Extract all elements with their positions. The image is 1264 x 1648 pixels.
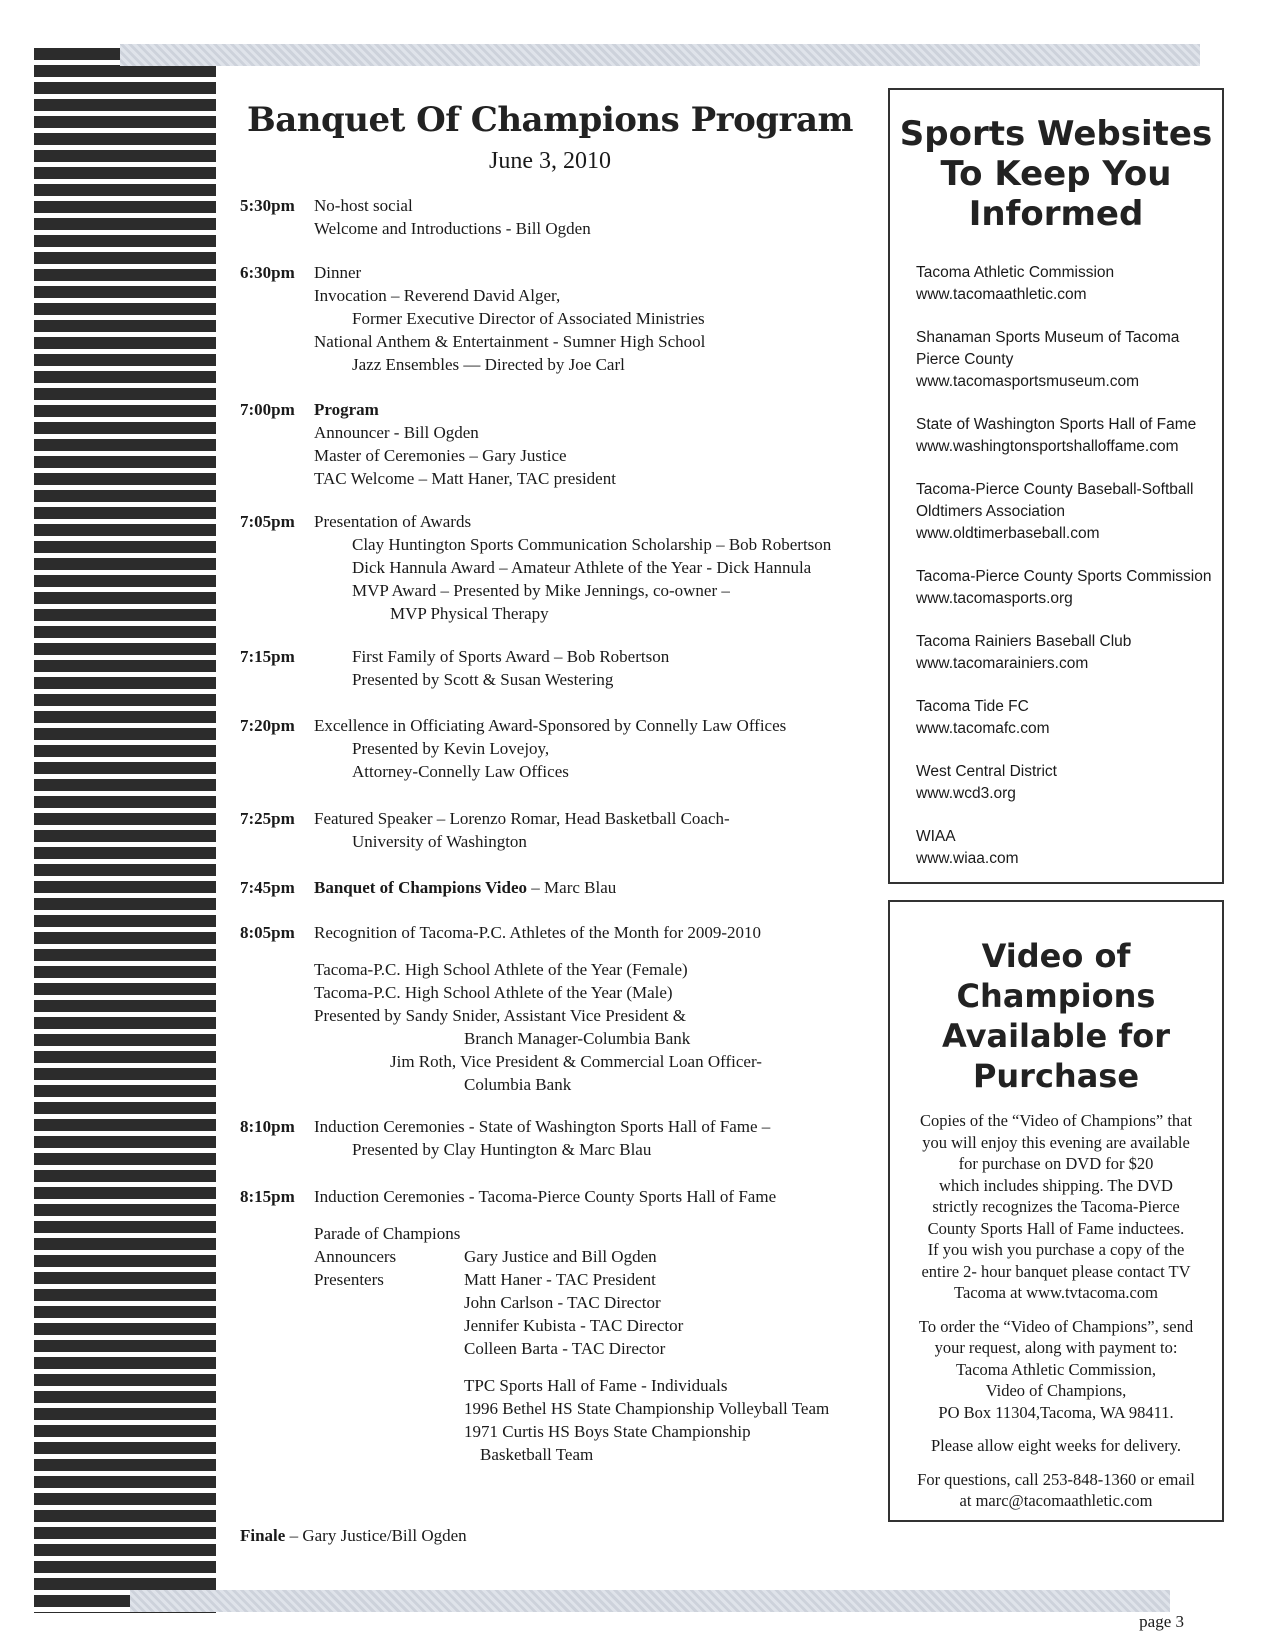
sports-websites-box — [888, 88, 1224, 884]
websites-list — [916, 262, 1222, 870]
finale-names: – Gary Justice/Bill Ogden — [285, 1526, 467, 1545]
entry-time: 8:05pm — [240, 923, 295, 942]
website-name: West Central District — [916, 763, 1057, 780]
video-text-line: Video of Champions, — [985, 1381, 1127, 1400]
entry-line: Program — [314, 400, 379, 419]
entry-line: Invocation – Reverend David Alger, — [314, 286, 561, 305]
entry-line: Induction Ceremonies - Tacoma-Pierce County Sports Hall of Fame — [314, 1187, 777, 1206]
video-description — [904, 1110, 1208, 1512]
bottom-decorative-band — [130, 1590, 1170, 1612]
video-text-line: PO Box 11304,Tacoma, WA 98411. — [938, 1402, 1174, 1422]
website-name: Tacoma Rainiers Baseball Club — [916, 633, 1132, 650]
entry-time: 7:45pm — [240, 878, 295, 897]
video-text-line: For questions, call 253-848-1360 or email — [917, 1469, 1195, 1489]
entry-line: Master of Ceremonies – Gary Justice — [314, 446, 567, 465]
website-entry — [916, 327, 1222, 393]
video-text-line: Copies of the “Video of Champions” that — [919, 1111, 1193, 1130]
video-paragraph-contact — [904, 1469, 1208, 1512]
entry-line: MVP Award – Presented by Mike Jennings, co-owner – — [352, 581, 730, 600]
entry-line: Presented by Sandy Snider, Assistant Vice President & — [314, 1006, 686, 1025]
entry-line: Presented by Kevin Lovejoy, — [352, 739, 550, 758]
entry-line: Announcer - Bill Ogden — [314, 423, 479, 442]
video-text-line: for purchase on DVD for $20 — [958, 1154, 1154, 1173]
website-url: www.tacomasportsmuseum.com — [916, 373, 1140, 390]
entry-line: Recognition of Tacoma-P.C. Athletes of the Month for 2009-2010 — [314, 923, 762, 942]
entry-line: Excellence in Officiating Award-Sponsored by Connelly Law Offices — [314, 716, 787, 735]
website-url: www.tacomafc.com — [916, 720, 1050, 737]
presenter-name: Colleen Barta - TAC Director — [464, 1339, 666, 1358]
entry-time: 6:30pm — [240, 263, 295, 282]
video-text-line: at marc@tacomaathletic.com — [959, 1491, 1153, 1510]
website-name: Tacoma-Pierce County Baseball-Softball — [916, 481, 1194, 498]
website-name: Oldtimers Association — [916, 503, 1066, 520]
video-text-line: Tacoma Athletic Commission, — [955, 1359, 1157, 1379]
entry-line: Featured Speaker – Lorenzo Romar, Head Basketball Coach- — [314, 809, 730, 828]
finale-label: Finale — [240, 1526, 286, 1545]
video-text-line: If you wish you purchase a copy of the — [927, 1240, 1185, 1259]
inductee-line: Basketball Team — [480, 1445, 594, 1464]
video-paragraph-pricing — [904, 1110, 1208, 1304]
entry-line: Branch Manager-Columbia Bank — [464, 1029, 691, 1048]
video-title-line: Video of — [981, 937, 1131, 975]
entry-line: Presented by Clay Huntington & Marc Blau — [352, 1140, 652, 1159]
page-number: page 3 — [1139, 1612, 1184, 1631]
website-url: www.wiaa.com — [916, 850, 1019, 867]
video-text-line: you will enjoy this evening are available — [922, 1132, 1190, 1152]
video-text-line: your request, along with payment to: — [934, 1338, 1178, 1357]
entry-line: Clay Huntington Sports Communication Scholarship – Bob Robertson — [352, 535, 832, 554]
inductee-line: 1996 Bethel HS State Championship Volleyball Team — [464, 1399, 830, 1418]
entry-line: Attorney-Connelly Law Offices — [352, 762, 569, 781]
finale-line — [240, 1526, 467, 1546]
website-entry — [916, 761, 1222, 805]
entry-line: Welcome and Introductions - Bill Ogden — [314, 219, 591, 238]
presenter-name: Jennifer Kubista - TAC Director — [464, 1316, 684, 1335]
video-title-line: Purchase — [972, 1057, 1140, 1095]
video-text-line: County Sports Hall of Fame inductees. — [927, 1218, 1185, 1238]
website-name: State of Washington Sports Hall of Fame — [916, 416, 1197, 433]
entry-time: 8:10pm — [240, 1117, 295, 1136]
websites-title-line: Sports Websites — [899, 114, 1213, 154]
website-entry — [916, 631, 1222, 675]
website-entry — [916, 566, 1222, 610]
entry-line: Jazz Ensembles — Directed by Joe Carl — [352, 355, 625, 374]
website-name: Tacoma Tide FC — [916, 698, 1029, 715]
video-title-line: Available for — [941, 1017, 1170, 1055]
entry-time: 7:20pm — [240, 716, 295, 735]
entry-line: First Family of Sports Award – Bob Robertson — [352, 647, 670, 666]
website-entry — [916, 696, 1222, 740]
presenter-name: John Carlson - TAC Director — [464, 1293, 661, 1312]
websites-title-line: Informed — [968, 194, 1144, 234]
top-decorative-band — [120, 44, 1200, 66]
entry-line: Presentation of Awards — [314, 512, 472, 531]
websites-box-title — [890, 114, 1222, 234]
entry-line: Dinner — [314, 263, 362, 282]
program-date: June 3, 2010 — [489, 148, 611, 174]
presenters-label: Presenters — [314, 1270, 384, 1289]
video-paragraph-ordering — [904, 1316, 1208, 1424]
website-entry — [916, 262, 1222, 306]
announcers-label: Announcers — [314, 1247, 397, 1266]
entry-line: TAC Welcome – Matt Haner, TAC president — [314, 469, 616, 488]
video-text-line: Tacoma at www.tvtacoma.com — [954, 1283, 1158, 1302]
video-paragraph-delivery: Please allow eight weeks for delivery. — [930, 1436, 1181, 1455]
parade-heading: Parade of Champions — [314, 1224, 461, 1243]
website-entry — [916, 479, 1222, 545]
entry-line: No-host social — [314, 196, 413, 215]
entry-line: Jim Roth, Vice President & Commercial Loan Officer- — [390, 1052, 762, 1071]
announcers-names: Gary Justice and Bill Ogden — [464, 1247, 657, 1266]
website-entry — [916, 826, 1222, 870]
website-url: www.tacomaathletic.com — [916, 286, 1087, 303]
video-text-line: which includes shipping. The DVD — [939, 1175, 1173, 1195]
entry-line: Tacoma-P.C. High School Athlete of the Year (Male) — [314, 983, 673, 1002]
website-url: www.oldtimerbaseball.com — [916, 525, 1100, 542]
website-url: www.wcd3.org — [916, 785, 1016, 802]
video-credit-title: Banquet of Champions Video — [314, 878, 528, 897]
website-entry — [916, 414, 1222, 458]
entry-line: Former Executive Director of Associated Ministries — [352, 309, 705, 328]
website-url: www.washingtonsportshalloffame.com — [916, 438, 1179, 455]
video-title-line: Champions — [956, 977, 1156, 1015]
video-purchase-box — [888, 900, 1224, 1522]
entry-line: National Anthem & Entertainment - Sumner High School — [314, 332, 706, 351]
website-url: www.tacomasports.org — [916, 590, 1073, 607]
presenter-name: Matt Haner - TAC President — [464, 1270, 656, 1289]
video-text-line: strictly recognizes the Tacoma-Pierce — [932, 1197, 1180, 1216]
entry-time: 7:05pm — [240, 512, 295, 531]
video-box-title — [890, 936, 1222, 1096]
website-url: www.tacomarainiers.com — [916, 655, 1089, 672]
entry-line: MVP Physical Therapy — [390, 604, 549, 623]
website-name: WIAA — [916, 828, 956, 845]
entry-time: 7:15pm — [240, 647, 295, 666]
video-text-line: entire 2- hour banquet please contact TV — [921, 1261, 1191, 1281]
websites-title-line: To Keep You — [940, 154, 1172, 194]
entry-line: Tacoma-P.C. High School Athlete of the Year (Female) — [314, 960, 688, 979]
entry-time: 5:30pm — [240, 196, 295, 215]
entry-line: Induction Ceremonies - State of Washington Sports Hall of Fame – — [314, 1117, 771, 1136]
website-name: Shanaman Sports Museum of Tacoma — [916, 329, 1180, 346]
decorative-stripe-column — [34, 48, 216, 1613]
entry-time: 7:25pm — [240, 809, 295, 828]
entry-line: Columbia Bank — [464, 1075, 572, 1094]
inductee-line: 1971 Curtis HS Boys State Championship — [464, 1422, 751, 1441]
program-title: Banquet Of Champions Program — [247, 100, 853, 140]
entry-line: University of Washington — [352, 832, 527, 851]
video-credit-name: – Marc Blau — [527, 878, 617, 897]
website-name: Pierce County — [916, 351, 1014, 368]
entry-line: Dick Hannula Award – Amateur Athlete of the Year - Dick Hannula — [352, 558, 812, 577]
entry-line: Presented by Scott & Susan Westering — [352, 670, 614, 689]
video-text-line: To order the “Video of Champions”, send — [918, 1316, 1194, 1336]
inductee-line: TPC Sports Hall of Fame - Individuals — [464, 1376, 728, 1395]
entry-time: 8:15pm — [240, 1187, 295, 1206]
website-name: Tacoma-Pierce County Sports Commission — [916, 568, 1212, 585]
website-name: Tacoma Athletic Commission — [916, 264, 1115, 281]
entry-time: 7:00pm — [240, 400, 295, 419]
